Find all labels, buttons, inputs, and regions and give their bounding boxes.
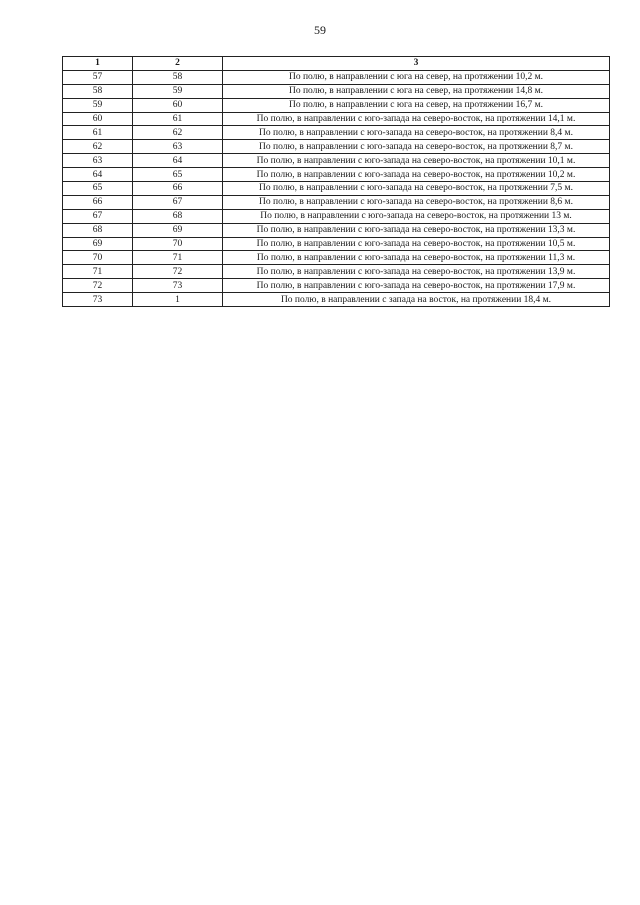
table-row	[63, 154, 610, 168]
to-point-cell: 72	[133, 265, 223, 279]
to-point-cell: 73	[133, 279, 223, 293]
from-point-cell: 71	[63, 265, 133, 279]
table-row	[63, 140, 610, 154]
boundary-description-table	[62, 56, 610, 307]
table-row	[63, 112, 610, 126]
to-point-cell: 68	[133, 209, 223, 223]
to-point-cell: 63	[133, 140, 223, 154]
from-point-cell: 67	[63, 209, 133, 223]
table-body	[63, 70, 610, 306]
table-row	[63, 237, 610, 251]
description-cell: По полю, в направлении с юго-запада на северо-восток, на протяжении 8,6 м.	[223, 195, 610, 209]
page-number: 59	[314, 23, 326, 37]
to-point-cell: 64	[133, 154, 223, 168]
description-cell: По полю, в направлении с юго-запада на северо-восток, на протяжении 8,7 м.	[223, 140, 610, 154]
to-point-cell: 69	[133, 223, 223, 237]
description-cell: По полю, в направлении с юго-запада на северо-восток, на протяжении 7,5 м.	[223, 182, 610, 196]
description-cell: По полю, в направлении с юго-запада на северо-восток, на протяжении 11,3 м.	[223, 251, 610, 265]
description-cell: По полю, в направлении с юга на север, на протяжении 16,7 м.	[223, 98, 610, 112]
from-point-cell: 70	[63, 251, 133, 265]
to-point-cell: 59	[133, 84, 223, 98]
from-point-cell: 72	[63, 279, 133, 293]
table-row	[63, 251, 610, 265]
description-cell: По полю, в направлении с юго-запада на северо-восток, на протяжении 14,1 м.	[223, 112, 610, 126]
table-row	[63, 70, 610, 84]
table-row	[63, 293, 610, 307]
from-point-cell: 63	[63, 154, 133, 168]
from-point-cell: 58	[63, 84, 133, 98]
table-row	[63, 209, 610, 223]
description-cell: По полю, в направлении с юго-запада на северо-восток, на протяжении 13,9 м.	[223, 265, 610, 279]
to-point-cell: 62	[133, 126, 223, 140]
to-point-cell: 61	[133, 112, 223, 126]
column-header-2: 2	[133, 57, 223, 71]
from-point-cell: 73	[63, 293, 133, 307]
table-row	[63, 126, 610, 140]
to-point-cell: 65	[133, 168, 223, 182]
from-point-cell: 69	[63, 237, 133, 251]
description-cell: По полю, в направлении с юго-запада на северо-восток, на протяжении 17,9 м.	[223, 279, 610, 293]
description-cell: По полю, в направлении с юго-запада на северо-восток, на протяжении 13,3 м.	[223, 223, 610, 237]
from-point-cell: 57	[63, 70, 133, 84]
from-point-cell: 60	[63, 112, 133, 126]
to-point-cell: 58	[133, 70, 223, 84]
table-row	[63, 168, 610, 182]
from-point-cell: 59	[63, 98, 133, 112]
description-cell: По полю, в направлении с юго-запада на северо-восток, на протяжении 10,2 м.	[223, 168, 610, 182]
to-point-cell: 70	[133, 237, 223, 251]
description-cell: По полю, в направлении с юго-запада на северо-восток, на протяжении 13 м.	[223, 209, 610, 223]
table-row	[63, 182, 610, 196]
table-header-row	[63, 57, 610, 71]
description-cell: По полю, в направлении с юга на север, на протяжении 14,8 м.	[223, 84, 610, 98]
table-row	[63, 223, 610, 237]
from-point-cell: 62	[63, 140, 133, 154]
table-row	[63, 84, 610, 98]
from-point-cell: 64	[63, 168, 133, 182]
to-point-cell: 66	[133, 182, 223, 196]
description-cell: По полю, в направлении с юга на север, на протяжении 10,2 м.	[223, 70, 610, 84]
column-header-1: 1	[63, 57, 133, 71]
column-header-3: 3	[223, 57, 610, 71]
table-row	[63, 98, 610, 112]
to-point-cell: 71	[133, 251, 223, 265]
to-point-cell: 60	[133, 98, 223, 112]
from-point-cell: 65	[63, 182, 133, 196]
from-point-cell: 61	[63, 126, 133, 140]
table-row	[63, 265, 610, 279]
from-point-cell: 68	[63, 223, 133, 237]
to-point-cell: 1	[133, 293, 223, 307]
description-cell: По полю, в направлении с юго-запада на северо-восток, на протяжении 10,1 м.	[223, 154, 610, 168]
table-row	[63, 279, 610, 293]
to-point-cell: 67	[133, 195, 223, 209]
from-point-cell: 66	[63, 195, 133, 209]
table-row	[63, 195, 610, 209]
description-cell: По полю, в направлении с юго-запада на северо-восток, на протяжении 8,4 м.	[223, 126, 610, 140]
description-cell: По полю, в направлении с юго-запада на северо-восток, на протяжении 10,5 м.	[223, 237, 610, 251]
description-cell: По полю, в направлении с запада на восток, на протяжении 18,4 м.	[223, 293, 610, 307]
